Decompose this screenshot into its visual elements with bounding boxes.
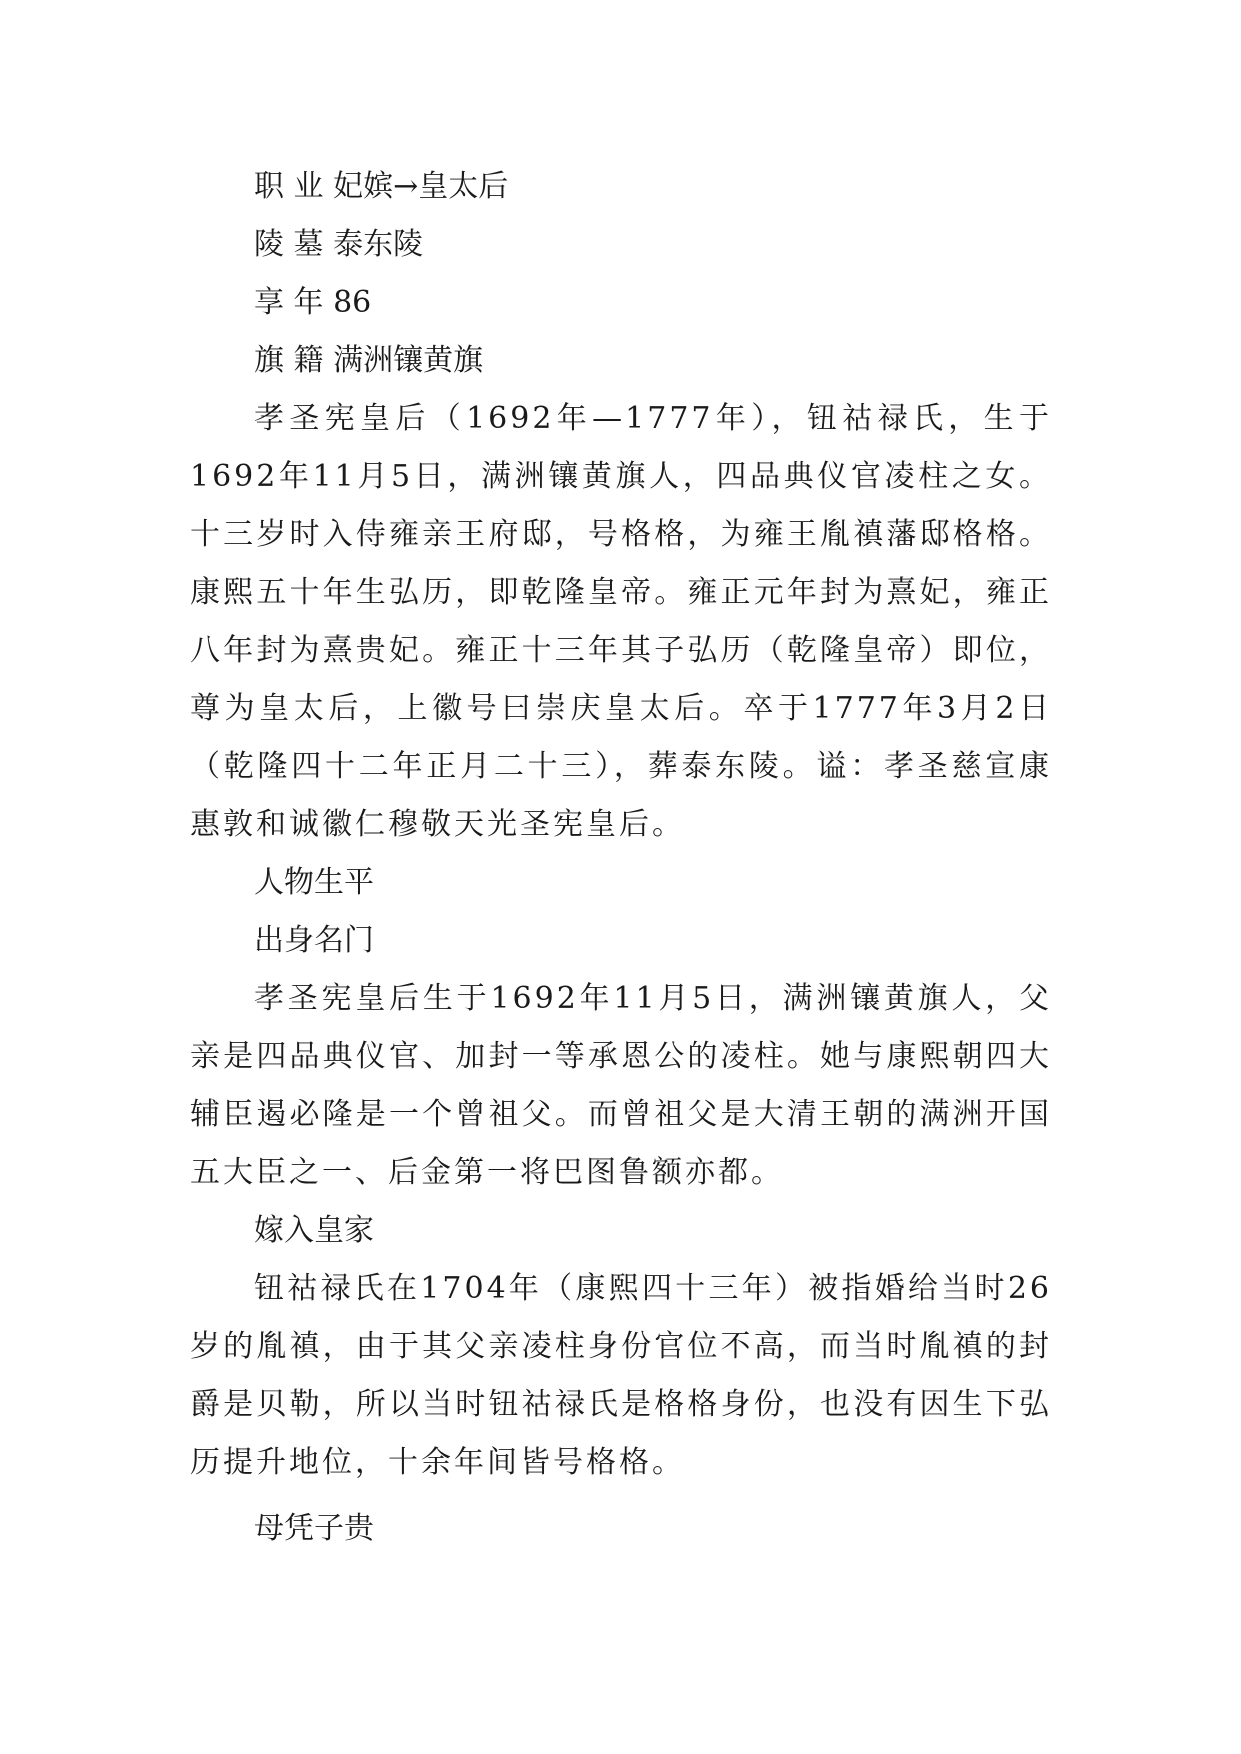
document-page bbox=[190, 158, 1052, 1558]
info-value: 泰东陵 bbox=[333, 227, 424, 262]
info-age bbox=[190, 274, 1052, 332]
info-label: 旗 籍 bbox=[254, 343, 324, 378]
section-paragraph: 钮祜禄氏在1704年（康熙四十三年）被指婚给当时26岁的胤禛，由于其父亲凌柱身份官位不高，而当时胤禛的封爵是贝勒，所以当时钮祜禄氏是格格身份，也没有因生下弘历提升地位，十余年间皆号格格。 bbox=[190, 1271, 1052, 1480]
intro-paragraph: 孝圣宪皇后（1692年—1777年），钮祜禄氏，生于1692年11月5日，满洲镶黄旗人，四品典仪官凌柱之女。十三岁时入侍雍亲王府邸，号格格，为雍王胤禛藩邸格格。康熙五十年生弘历，即乾隆皇帝。雍正元年封为熹妃，雍正八年封为熹贵妃。雍正十三年其子弘历（乾隆皇帝）即位，尊为皇太后，上徽号曰崇庆皇太后。卒于1777年3月2日（乾隆四十二年正月二十三），葬泰东陵。谥：孝圣慈宣康惠敦和诚徽仁穆敬天光圣宪皇后。 bbox=[190, 401, 1052, 842]
info-occupation bbox=[190, 158, 1052, 216]
info-label: 职 业 bbox=[254, 169, 324, 204]
section-title: 人物生平 bbox=[254, 865, 374, 900]
section-heading: 母凭子贵 bbox=[254, 1511, 374, 1546]
info-value: 满洲镶黄旗 bbox=[333, 343, 484, 378]
info-label: 享 年 bbox=[254, 285, 324, 320]
info-tomb bbox=[190, 216, 1052, 274]
info-label: 陵 墓 bbox=[254, 227, 324, 262]
section-paragraph: 孝圣宪皇后生于1692年11月5日，满洲镶黄旗人，父亲是四品典仪官、加封一等承恩公的凌柱。她与康熙朝四大辅臣遏必隆是一个曾祖父。而曾祖父是大清王朝的满洲开国五大臣之一、后金第一将巴图鲁额亦都。 bbox=[190, 981, 1052, 1190]
section-heading: 出身名门 bbox=[254, 923, 374, 958]
section-heading: 嫁入皇家 bbox=[254, 1213, 374, 1248]
info-value: 妃嫔→皇太后 bbox=[333, 169, 509, 204]
info-value: 86 bbox=[333, 285, 372, 320]
info-banner bbox=[190, 332, 1052, 390]
